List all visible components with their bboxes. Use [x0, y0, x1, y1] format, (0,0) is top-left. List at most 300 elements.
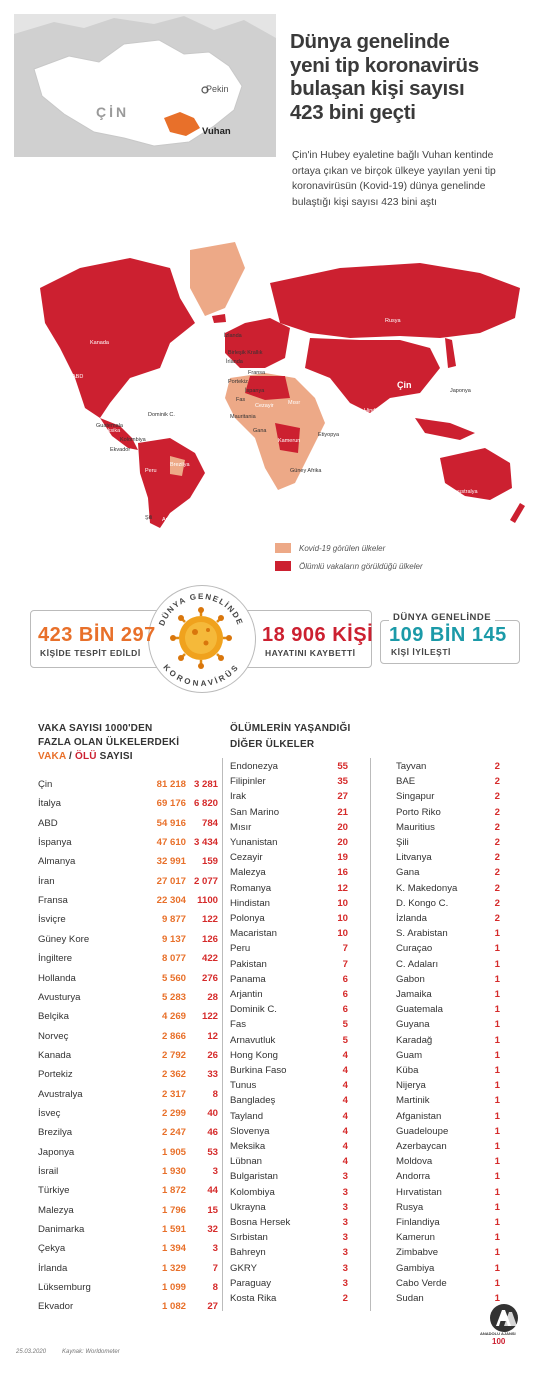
- death-count: 55: [337, 761, 348, 772]
- table-row: [230, 776, 348, 792]
- death-count: 1: [494, 989, 500, 1000]
- death-count: 4: [342, 1049, 348, 1061]
- map-label: Avustralya: [452, 489, 478, 495]
- death-count: 4: [342, 1141, 348, 1152]
- death-count: 1: [494, 928, 500, 940]
- country-name: Almanya: [38, 856, 76, 868]
- recovered-value: 109 BİN 145: [389, 624, 507, 646]
- aa-logo-badge: 100: [492, 1337, 506, 1346]
- death-count: 6: [342, 989, 348, 1000]
- death-count: 1: [494, 1217, 500, 1228]
- table-row: [396, 1004, 500, 1020]
- country-name: Romanya: [230, 882, 272, 894]
- case-count: 5 560: [161, 972, 186, 984]
- table-row: [230, 928, 348, 944]
- table-row: [230, 1293, 348, 1309]
- country-name: San Marino: [230, 806, 280, 818]
- country-name: Tunus: [230, 1080, 257, 1092]
- table-row: [396, 776, 500, 792]
- page-title: Dünya genelinde yeni tip koronavirüs bulaşan kişi sayısı 423 bini geçti: [290, 30, 479, 124]
- death-count: 3 434: [193, 837, 218, 849]
- country-name: Avusturya: [38, 991, 81, 1003]
- table-row: [230, 913, 348, 929]
- table-row: [38, 1089, 218, 1105]
- country-name: Belçika: [38, 1011, 69, 1023]
- map-label: Meksika: [100, 428, 121, 434]
- country-name: İzlanda: [396, 913, 427, 924]
- case-count: 1 394: [161, 1243, 186, 1255]
- map-label: İzlanda: [224, 333, 242, 339]
- footer-source: Kaynak: Worldometer: [62, 1349, 120, 1355]
- death-count: 3: [212, 1166, 218, 1177]
- death-count: 122: [201, 1011, 218, 1023]
- country-name: Brezilya: [38, 1127, 73, 1139]
- legend-item-deaths: [275, 558, 423, 574]
- death-count: 1: [494, 1171, 500, 1183]
- country-name: Hindistan: [230, 897, 270, 909]
- table-row: [38, 818, 218, 834]
- table-row: [38, 1127, 218, 1143]
- table-row: [396, 1278, 500, 1294]
- death-count: 122: [201, 914, 218, 926]
- table-row: [38, 934, 218, 950]
- map-label: Şili: [145, 515, 153, 521]
- death-count: 15: [207, 1204, 218, 1216]
- table-row: [38, 1108, 218, 1124]
- table-row: [230, 1095, 348, 1111]
- table-row: [396, 1247, 500, 1263]
- country-name: İsviçre: [38, 914, 66, 926]
- map-label: Dominik C.: [148, 412, 175, 418]
- map-label: Rusya: [385, 318, 401, 324]
- death-count: 46: [207, 1127, 218, 1139]
- country-name: Tayland: [230, 1110, 264, 1122]
- death-count: 2: [494, 761, 500, 772]
- table-row: [38, 914, 218, 930]
- death-count: 2: [342, 1293, 348, 1304]
- table-row: [396, 761, 500, 777]
- map-label: Kamerun: [278, 438, 301, 444]
- table-row: [230, 791, 348, 807]
- death-count: 1: [494, 958, 500, 970]
- country-name: Moldova: [396, 1156, 433, 1168]
- map-label: Japonya: [450, 388, 471, 394]
- table-row: [38, 1069, 218, 1085]
- table-row: [230, 1217, 348, 1233]
- table-row: [396, 1156, 500, 1172]
- country-name: Sırbistan: [230, 1232, 268, 1244]
- case-count: 5 283: [161, 991, 186, 1003]
- country-name: Fas: [230, 1019, 246, 1031]
- death-count: 2: [494, 882, 500, 894]
- country-name: Bosna Hersek: [230, 1217, 291, 1228]
- country-name: İsrail: [38, 1166, 59, 1177]
- table-row: [230, 883, 348, 899]
- table-row: [230, 1050, 348, 1066]
- country-name: Türkiye: [38, 1185, 70, 1197]
- country-name: GKRY: [230, 1262, 258, 1274]
- death-count: 20: [337, 837, 348, 848]
- table-row: [396, 1126, 500, 1142]
- death-count: 1: [494, 1156, 500, 1168]
- map-label: Fas: [236, 397, 246, 403]
- country-name: Nijerya: [396, 1080, 426, 1092]
- virus-icon: [148, 585, 254, 691]
- death-count: 27: [207, 1301, 218, 1313]
- death-count: 1: [494, 1125, 500, 1137]
- country-name: Lübnan: [230, 1156, 263, 1168]
- country-name: Avustralya: [38, 1088, 83, 1100]
- column-divider: [222, 758, 223, 1311]
- table-row: [396, 1232, 500, 1248]
- country-name: Malezya: [38, 1204, 74, 1216]
- country-name: Güney Kore: [38, 933, 90, 945]
- map-label: Mauritania: [230, 414, 256, 420]
- table-row: [38, 837, 218, 853]
- country-name: Fransa: [38, 895, 68, 907]
- table-row: [396, 791, 500, 807]
- country-name: Gana: [396, 867, 420, 879]
- death-count: 1: [494, 1277, 500, 1289]
- case-count: 8 077: [161, 953, 186, 965]
- country-name: Mauritius: [396, 821, 435, 833]
- country-name: İsveç: [38, 1107, 61, 1119]
- table-row: [230, 1141, 348, 1157]
- table-row: [38, 1031, 218, 1047]
- table-row: [396, 822, 500, 838]
- country-name: Macaristan: [230, 928, 277, 940]
- country-name: Meksika: [230, 1141, 266, 1152]
- country-name: Litvanya: [396, 852, 432, 864]
- country-name: Polonya: [230, 913, 265, 924]
- country-name: Danimarka: [38, 1224, 85, 1236]
- death-count: 6: [342, 973, 348, 985]
- china-locator-map: [14, 14, 276, 157]
- table-row: [396, 1080, 500, 1096]
- country-name: Curaçao: [396, 943, 433, 955]
- death-count: 28: [207, 991, 218, 1003]
- death-count: 2: [494, 913, 500, 924]
- country-name: Guatemala: [396, 1004, 443, 1016]
- table-row: [396, 1095, 500, 1111]
- country-name: Tayvan: [396, 761, 427, 772]
- right-table-header: ÖLÜMLERİN YAŞANDIĞI DİĞER ÜLKELER: [230, 723, 351, 750]
- legend-swatch: [275, 561, 291, 571]
- death-count: 20: [337, 821, 348, 833]
- case-count: 32 991: [156, 856, 186, 868]
- map-label: Gana: [253, 428, 267, 434]
- table-row: [230, 1004, 348, 1020]
- country-name: Ekvador: [38, 1301, 74, 1313]
- table-row: [38, 798, 218, 814]
- country-name: S. Arabistan: [396, 928, 448, 940]
- death-count: 44: [207, 1185, 218, 1197]
- case-count: 1 099: [161, 1282, 186, 1294]
- table-row: [230, 1019, 348, 1035]
- country-name: Slovenya: [230, 1125, 270, 1137]
- world-map: [20, 228, 525, 528]
- table-row: [230, 1187, 348, 1203]
- table-row: [230, 822, 348, 838]
- death-count: 33: [207, 1069, 218, 1081]
- death-count: 4: [342, 1080, 348, 1092]
- death-count: 1: [494, 1247, 500, 1259]
- table-row: [396, 898, 500, 914]
- case-count: 1 930: [161, 1166, 186, 1177]
- death-count: 5: [342, 1019, 348, 1031]
- case-count: 1 082: [161, 1301, 186, 1313]
- legend-item-cases: [275, 540, 423, 556]
- table-row: [396, 852, 500, 868]
- recovered-head: DÜNYA GENELİNDE: [389, 612, 495, 623]
- death-count: 2 077: [193, 875, 218, 887]
- table-row: [230, 1126, 348, 1142]
- country-name: Cabo Verde: [396, 1277, 447, 1289]
- table-row: [396, 1202, 500, 1218]
- country-name: Panama: [230, 973, 266, 985]
- table-row: [396, 959, 500, 975]
- country-name: Kamerun: [396, 1232, 435, 1244]
- map-label: Etiyopya: [318, 432, 340, 438]
- map-label: İspanya: [245, 388, 265, 394]
- table-row: [396, 1035, 500, 1051]
- death-count: 4: [342, 1095, 348, 1107]
- table-row: [38, 1147, 218, 1163]
- map-label: Kolombiya: [120, 437, 146, 443]
- country-name: Hırvatistan: [396, 1186, 442, 1198]
- table-row: [230, 1278, 348, 1294]
- death-count: 12: [207, 1030, 218, 1042]
- country-name: Portekiz: [38, 1069, 73, 1081]
- death-count: 126: [201, 933, 218, 945]
- table-row: [38, 1243, 218, 1259]
- case-count: 2 362: [161, 1069, 186, 1081]
- ring-top-label: DÜNYA GENELİNDE: [157, 591, 245, 628]
- death-count: 1: [494, 1095, 500, 1107]
- table-row: [38, 1224, 218, 1240]
- country-name: Paraguay: [230, 1277, 272, 1289]
- wuhan-label: Vuhan: [202, 126, 231, 137]
- death-count: 2: [494, 837, 500, 848]
- map-label: Fransa: [248, 370, 266, 376]
- country-name: BAE: [396, 776, 416, 788]
- case-count: 22 304: [156, 895, 186, 907]
- table-row: [38, 895, 218, 911]
- country-name: Ukrayna: [230, 1201, 266, 1213]
- case-count: 54 916: [156, 817, 186, 829]
- death-count: 276: [201, 972, 218, 984]
- table-row: [230, 1247, 348, 1263]
- beijing-label: Pekin: [206, 84, 229, 94]
- death-count: 21: [337, 806, 348, 818]
- table-row: [38, 1263, 218, 1279]
- country-name: Kolombiya: [230, 1186, 275, 1198]
- table-row: [396, 974, 500, 990]
- map-label: Çin: [397, 380, 412, 390]
- country-name: Dominik C.: [230, 1004, 277, 1016]
- death-count: 26: [207, 1049, 218, 1061]
- death-count: 32: [207, 1224, 218, 1236]
- death-count: 159: [201, 856, 218, 868]
- death-count: 4: [342, 1156, 348, 1168]
- map-label: Hindistan: [364, 408, 387, 414]
- death-count: 2: [494, 776, 500, 788]
- table-row: [230, 974, 348, 990]
- country-name: Burkina Faso: [230, 1065, 287, 1076]
- country-name: Porto Riko: [396, 806, 441, 818]
- table-row: [396, 867, 500, 883]
- deaths-value: 18 906 KİŞİ: [262, 624, 374, 646]
- country-name: Şili: [396, 837, 409, 848]
- death-count: 8: [212, 1282, 218, 1294]
- country-name: Lüksemburg: [38, 1282, 91, 1294]
- legend-label: Ölümlü vakaların görüldüğü ülkeler: [299, 561, 423, 571]
- death-count: 10: [337, 897, 348, 909]
- case-count: 27 017: [156, 875, 186, 887]
- country-name: Zimbabve: [396, 1247, 439, 1259]
- map-label: Birleşik Krallık: [228, 350, 263, 356]
- country-name: Arnavutluk: [230, 1034, 276, 1046]
- table-row: [230, 761, 348, 777]
- death-count: 4: [342, 1110, 348, 1122]
- case-count: 69 176: [156, 798, 186, 810]
- country-name: Irak: [230, 791, 246, 803]
- cases-value: 423 BİN 297: [38, 624, 156, 646]
- table-row: [230, 852, 348, 868]
- table-row: [396, 1141, 500, 1157]
- country-name: Endonezya: [230, 761, 279, 772]
- death-count: 3: [342, 1201, 348, 1213]
- country-name: Finlandiya: [396, 1217, 440, 1228]
- death-count: 19: [337, 852, 348, 864]
- death-count: 2: [494, 791, 500, 803]
- country-name: Yunanistan: [230, 837, 278, 848]
- table-row: [396, 837, 500, 853]
- country-name: Guyana: [396, 1019, 430, 1031]
- map-label: Mısır: [288, 400, 301, 406]
- china-label: ÇİN: [96, 104, 130, 120]
- death-count: 7: [342, 958, 348, 970]
- map-label: Arjantin: [162, 517, 181, 523]
- death-count: 10: [337, 928, 348, 940]
- table-row: [230, 989, 348, 1005]
- case-count: 9 137: [161, 933, 186, 945]
- map-label: Portekiz: [228, 379, 248, 385]
- case-count: 1 591: [161, 1224, 186, 1236]
- case-count: 4 269: [161, 1011, 186, 1023]
- table-row: [396, 913, 500, 929]
- case-count: 9 877: [161, 914, 186, 926]
- case-count: 1 905: [161, 1146, 186, 1158]
- death-count: 3: [342, 1186, 348, 1198]
- country-name: Singapur: [396, 791, 435, 803]
- case-count: 2 247: [161, 1127, 186, 1139]
- death-count: 12: [337, 882, 348, 894]
- table-row: [396, 1019, 500, 1035]
- death-count: 8: [212, 1088, 218, 1100]
- table-row: [38, 992, 218, 1008]
- table-row: [38, 856, 218, 872]
- death-count: 4: [342, 1125, 348, 1137]
- death-count: 1: [494, 1019, 500, 1031]
- table-row: [396, 1217, 500, 1233]
- death-count: 1: [494, 973, 500, 985]
- map-label: İrlanda: [226, 359, 243, 365]
- death-count: 2: [494, 897, 500, 909]
- table-row: [230, 1202, 348, 1218]
- table-row: [230, 867, 348, 883]
- case-count: 2 866: [161, 1030, 186, 1042]
- death-count: 1: [494, 1080, 500, 1092]
- death-count: 2: [494, 867, 500, 879]
- column-divider: [370, 758, 371, 1311]
- map-legend: [275, 540, 423, 576]
- aa-logo: [482, 1302, 526, 1342]
- table-row: [38, 779, 218, 795]
- death-count: 422: [201, 953, 218, 965]
- case-count: 2 317: [161, 1088, 186, 1100]
- table-row: [38, 953, 218, 969]
- table-row: [396, 928, 500, 944]
- table-row: [38, 1282, 218, 1298]
- death-count: 3: [342, 1262, 348, 1274]
- case-count: 2 792: [161, 1049, 186, 1061]
- deaths-label: HAYATINI KAYBETTİ: [265, 648, 356, 658]
- north-america-shape: [40, 258, 195, 418]
- table-row: [38, 876, 218, 892]
- table-row: [230, 1232, 348, 1248]
- table-row: [38, 973, 218, 989]
- country-name: Bahreyn: [230, 1247, 266, 1259]
- table-row: [396, 989, 500, 1005]
- death-count: 40: [207, 1107, 218, 1119]
- death-count: 1: [494, 943, 500, 955]
- recovered-label: KİŞİ İYİLEŞTİ: [391, 647, 451, 657]
- map-label: Brezilya: [170, 462, 190, 468]
- japan-shape: [445, 338, 456, 368]
- case-count: 2 299: [161, 1107, 186, 1119]
- table-row: [396, 807, 500, 823]
- table-row: [38, 1185, 218, 1201]
- country-name: Rusya: [396, 1201, 424, 1213]
- country-name: Kosta Rika: [230, 1293, 277, 1304]
- country-name: Azerbaycan: [396, 1141, 447, 1152]
- country-name: İran: [38, 875, 55, 887]
- table-row: [396, 943, 500, 959]
- country-name: Martinik: [396, 1095, 430, 1107]
- death-count: 1: [494, 1293, 500, 1304]
- country-name: İngiltere: [38, 953, 73, 965]
- asia-shape: [305, 338, 440, 413]
- death-count: 6 820: [193, 798, 218, 810]
- case-count: 47 610: [156, 837, 186, 849]
- table-row: [38, 1205, 218, 1221]
- death-count: 3: [342, 1277, 348, 1289]
- table-row: [230, 959, 348, 975]
- country-name: Pakistan: [230, 958, 267, 970]
- death-count: 3: [342, 1247, 348, 1259]
- map-label: ABD: [72, 374, 84, 380]
- table-row: [230, 1080, 348, 1096]
- map-label: Cezayir: [255, 403, 274, 409]
- table-row: [38, 1050, 218, 1066]
- death-count: 2: [494, 852, 500, 864]
- death-count: 3: [342, 1217, 348, 1228]
- death-count: 4: [342, 1065, 348, 1076]
- country-name: K. Makedonya: [396, 882, 458, 894]
- table-row: [38, 1011, 218, 1027]
- country-name: Peru: [230, 943, 251, 955]
